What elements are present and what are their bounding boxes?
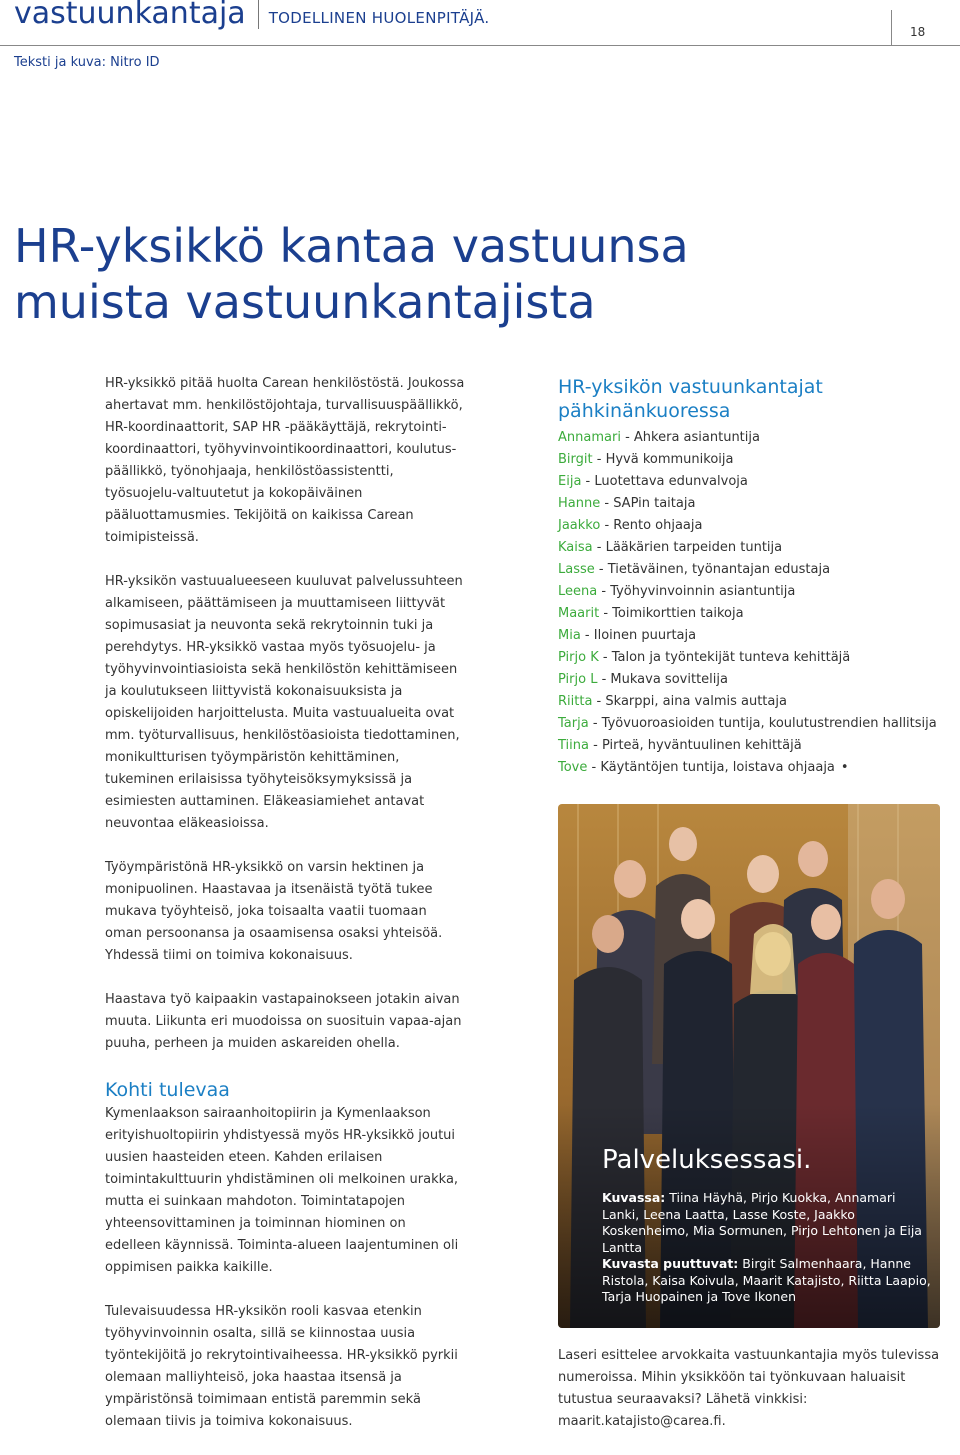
sidebar-heading: HR-yksikön vastuunkantajat pähkinänkuoressa — [558, 376, 823, 422]
roster-separator: - — [587, 760, 601, 775]
footer-note: Laseri esittelee arvokkaita vastuunkantajia myös tulevissa numeroissa. Mihin yksikköön tai työnkuvaan haluaisit tutustua seuraavaksi? Lähetä vinkkisi: maarit.katajisto@carea.fi. — [558, 1348, 940, 1429]
roster-separator: - — [588, 716, 602, 731]
roster-name: Mia — [558, 628, 581, 643]
body-paragraph: HR-yksikkö pitää huolta Carean henkilöstöstä. Joukossa ahertavat mm. henkilöstöjohtaja, turvallisuuspäällikkö, HR-koordinaattorit, SAP HR -pääkäyttäjä, rekrytointi-koordinaattori, työhyvinvointikoordinaattori, koulutus-päällikkö, työnohjaaja, henkilöstöassistentti, työsuojelu-valtuutetut ja kokopäiväinen pääluottamusmies. Tekijöitä on kaikissa Carean toimipisteissä. — [105, 376, 465, 545]
roster-description: Tietäväinen, työnantajan edustaja — [607, 562, 831, 577]
roster-item — [558, 449, 958, 471]
roster-item — [558, 493, 958, 515]
roster-name: Annamari — [558, 430, 621, 445]
headline-line-2: muista vastuunkantajista — [14, 275, 596, 329]
roster-separator: - — [594, 562, 608, 577]
header-divider — [258, 0, 259, 29]
roster-name: Tiina — [558, 738, 589, 753]
roster-separator: - — [599, 606, 613, 621]
roster-name: Hanne — [558, 496, 601, 511]
roster-name: Eija — [558, 474, 582, 489]
roster-description: Käytäntöjen tuntija, loistava ohjaaja — [600, 760, 835, 775]
roster-separator: - — [620, 430, 634, 445]
roster-separator: - — [600, 518, 614, 533]
photo-caption — [602, 1190, 932, 1306]
caption-absent-names: Birgit Salmenhaara, Hanne Ristola, Kaisa Koivula, Maarit Katajisto, Riitta Laapio, Tarja Huopainen ja Tove Ikonen — [602, 1256, 931, 1304]
roster-name: Kaisa — [558, 540, 593, 555]
roster-item — [558, 669, 958, 691]
roster-description: Skarppi, aina valmis auttaja — [605, 694, 787, 709]
body-paragraph: HR-yksikön vastuualueeseen kuuluvat palvelussuhteen alkamiseen, päättämiseen ja muuttamiseen liittyvät sopimusasiat ja neuvonta sekä rekrytoinnin tuki ja perehdytys. HR-yksikkö vastaa myös työsuojelu- ja työhyvinvointiasioista sekä henkilöstön kehittämiseen ja koulutukseen liittyvistä kokonaisuuksista ja opiskelijoiden harjoittelusta. Muita vastuualueita ovat mm. työturvallisuus, henkilöstöasioista tiedottaminen, monikultturisen työympäristön kehittäminen, tukeminen erilaisissa työhyteisöksymyksissä ja esimiesten auttaminen. Eläkeasiamiehet antavat neuvontaa eläkeasioissa. — [105, 574, 463, 831]
roster-description: Työhyvinvoinnin asiantuntija — [610, 584, 796, 599]
roster-description: Toimikorttien taikoja — [612, 606, 744, 621]
roster-name: Birgit — [558, 452, 593, 467]
body-paragraph: Kymenlaakson sairaanhoitopiirin ja Kymenlaakson erityishuoltopiirin yhdistyessä myös HR-yksikkö joutui uusien haasteiden eteen. Kahden erilaisen toimintakulttuurin yhdistäminen oli melkoinen urakka, mutta ei suinkaan mahdoton. Toimintatapojen yhteensovittaminen ja toiminnan hiominen on edelleen käynnissä. Toiminta-alueen laajentuminen oli oppimisen paikka kaikille. — [105, 1106, 459, 1275]
roster-description: Mukava sovittelija — [610, 672, 728, 687]
body-paragraph: Tulevaisuudessa HR-yksikön rooli kasvaa etenkin työhyvinvoinnin osalta, sillä se kiinnostaa uusia työntekijöitä jo rekrytointivaiheessa. HR-yksikkö pyrkii olemaan malliyhteisö, joka haastaa itsensä ja ympäristönsä toimimaan entistä paremmin sekä olemaan tiivis ja toimiva kokonaisuus. — [105, 1304, 458, 1429]
roster-description: Hyvä kommunikoija — [605, 452, 734, 467]
roster-separator: - — [592, 694, 606, 709]
roster-name: Pirjo K — [558, 650, 599, 665]
roster-description: Työvuoroasioiden tuntija, koulutustrendien hallitsija — [601, 716, 937, 731]
publication-title: vastuunkantaja — [14, 0, 246, 31]
caption-label-absent: Kuvasta puuttuvat: — [602, 1256, 739, 1271]
roster-description: Ahkera asiantuntija — [633, 430, 760, 445]
roster-item — [558, 581, 958, 603]
roster-item — [558, 537, 958, 559]
roster-name: Jaakko — [558, 518, 601, 533]
roster-name: Tarja — [558, 716, 589, 731]
roster-item — [558, 427, 958, 449]
header-rule — [0, 45, 960, 46]
page-number: 18 — [910, 25, 926, 39]
roster-separator: - — [580, 628, 594, 643]
caption-label-present: Kuvassa: — [602, 1190, 666, 1205]
roster-description: Luotettava edunvalvoja — [594, 474, 748, 489]
roster-name: Riitta — [558, 694, 593, 709]
article-body — [105, 373, 465, 1455]
roster-separator: - — [597, 584, 611, 599]
roster-separator: - — [588, 738, 602, 753]
body-paragraph: Haastava työ kaipaakin vastapainokseen jotakin aivan muuta. Liikunta eri muodoissa on suosituin vapaa-ajan puuha, perheen ja muiden askareiden ohella. — [105, 992, 462, 1051]
caption-present-names: Tiina Häyhä, Pirjo Kuokka, Annamari Lanki, Leena Laatta, Lasse Koste, Jaakko Koskenheimo, Mia Sormunen, Pirjo Lehtonen ja Eija Lantta — [602, 1190, 922, 1255]
roster-item — [558, 559, 958, 581]
roster-name: Leena — [558, 584, 598, 599]
roster-description: SAPin taitaja — [613, 496, 696, 511]
roster-description: Rento ohjaaja — [613, 518, 703, 533]
roster-name: Tove — [558, 760, 588, 775]
staff-roster — [558, 427, 958, 779]
roster-item — [558, 647, 958, 669]
roster-item — [558, 471, 958, 493]
roster-separator: - — [581, 474, 595, 489]
roster-item — [558, 757, 958, 779]
page-number-divider — [891, 10, 892, 45]
body-paragraph: Työympäristönä HR-yksikkö on varsin hektinen ja monipuolinen. Haastavaa ja itsenäistä työtä tukee mukava työyhteisö, joka toisaalta vaatii tuomaan oman persoonansa ja osaamisensa osaksi yhteisöä. Yhdessä tiimi on toimiva kokonaisuus. — [105, 860, 443, 963]
section-label: TODELLINEN HUOLENPITÄJÄ. — [268, 9, 490, 27]
roster-description: Talon ja työntekijät tunteva kehittäjä — [611, 650, 851, 665]
roster-name: Lasse — [558, 562, 595, 577]
roster-separator: - — [597, 672, 611, 687]
roster-separator: - — [592, 452, 606, 467]
roster-item — [558, 515, 958, 537]
article-headline — [14, 218, 689, 330]
roster-item — [558, 735, 958, 757]
roster-item — [558, 713, 958, 735]
roster-separator: - — [600, 496, 614, 511]
roster-name: Maarit — [558, 606, 600, 621]
publication-header — [14, 0, 489, 31]
roster-item — [558, 691, 958, 713]
roster-item — [558, 625, 958, 647]
roster-item — [558, 603, 958, 625]
roster-description: Iloinen puurtaja — [593, 628, 697, 643]
headline-line-1: HR-yksikkö kantaa vastuunsa — [14, 219, 689, 273]
end-bullet: • — [840, 760, 849, 775]
roster-description: Pirteä, hyväntuulinen kehittäjä — [601, 738, 802, 753]
subheading: Kohti tulevaa — [105, 1079, 230, 1101]
roster-separator: - — [592, 540, 606, 555]
sidebar-box — [558, 375, 958, 779]
photo-caption-title: Palveluksessasi. — [602, 1145, 812, 1175]
roster-separator: - — [598, 650, 612, 665]
roster-name: Pirjo L — [558, 672, 598, 687]
byline: Teksti ja kuva: Nitro ID — [14, 55, 160, 70]
roster-description: Lääkärien tarpeiden tuntija — [605, 540, 783, 555]
